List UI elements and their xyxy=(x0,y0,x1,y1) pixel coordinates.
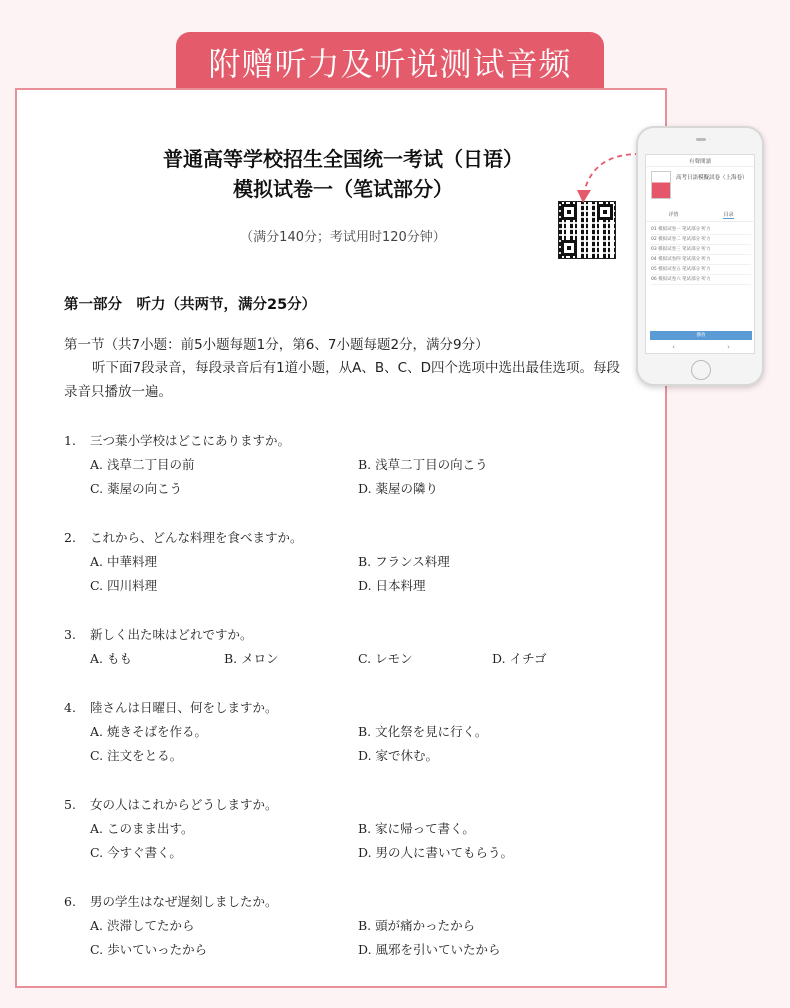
question-6 xyxy=(64,891,624,959)
question-1 xyxy=(64,430,624,498)
question-number: 2. xyxy=(64,529,76,545)
question-stem: 陸さんは日曜日、何をしますか。 xyxy=(90,700,278,715)
option-c: C. 今すぐ書く。 xyxy=(90,845,182,860)
question-2 xyxy=(64,527,624,595)
option-b: B. 浅草二丁目の向こう xyxy=(358,457,488,472)
question-5 xyxy=(64,794,624,862)
option-c: C. 四川料理 xyxy=(90,578,158,593)
screen-nav xyxy=(646,343,756,351)
qr-finder xyxy=(561,240,577,256)
option-d: D. 薬屋の隣り xyxy=(358,481,439,496)
question-3 xyxy=(64,624,624,668)
question-4 xyxy=(64,697,624,765)
screen-tabs xyxy=(646,211,756,222)
phone-mockup xyxy=(636,126,764,386)
option-d: D. イチゴ xyxy=(492,651,547,666)
exam-title-line1: 普通高等学校招生全国统一考试（日语） xyxy=(163,147,523,171)
option-b: B. メロン xyxy=(224,651,279,666)
option-b: B. 頭が痛かったから xyxy=(358,918,476,933)
option-b: B. 文化祭を見に行く。 xyxy=(358,724,488,739)
question-stem: 新しく出た味はどれですか。 xyxy=(90,627,253,642)
qr-finder xyxy=(597,204,613,220)
option-c: C. レモン xyxy=(358,651,413,666)
list-item[interactable]: 03 模拟试卷三 笔试部分 听力 xyxy=(651,245,751,255)
section-title: 第一节（共7小题：前5小题每题1分，第6、7小题每题2分，满分9分） xyxy=(64,337,489,353)
book-cover xyxy=(651,171,671,199)
list-item[interactable]: 06 模拟试卷六 笔试部分 听力 xyxy=(651,275,751,285)
question-number: 1. xyxy=(64,432,76,448)
tab-contents[interactable]: 目录 xyxy=(723,212,734,218)
question-stem: 三つ葉小学校はどこにありますか。 xyxy=(90,433,291,448)
list-item[interactable]: 01 模拟试卷一 笔试部分 听力 xyxy=(651,225,751,235)
forward-icon[interactable]: › xyxy=(727,343,730,351)
option-a: A. 浅草二丁目の前 xyxy=(90,457,195,472)
exam-title-line2: 模拟试卷一（笔试部分） xyxy=(233,177,453,201)
exam-title xyxy=(17,144,669,204)
tab-details[interactable]: 详情 xyxy=(668,212,679,218)
qr-code[interactable] xyxy=(558,201,616,259)
qr-finder xyxy=(561,204,577,220)
part-title: 第一部分 听力（共两节，满分25分） xyxy=(64,297,317,313)
option-d: D. 男の人に書いてもらう。 xyxy=(358,845,514,860)
question-stem: これから、どんな料理を食べますか。 xyxy=(90,530,303,545)
dashed-arrow-icon xyxy=(574,148,642,204)
phone-camera xyxy=(696,138,706,141)
option-a: A. このまま出す。 xyxy=(90,821,194,836)
screen-header: 有聲閱讀 xyxy=(646,155,754,167)
option-d: D. 家で休む。 xyxy=(358,748,439,763)
question-number: 6. xyxy=(64,893,76,909)
option-a: A. 焼きそばを作る。 xyxy=(90,724,207,739)
question-number: 4. xyxy=(64,699,76,715)
track-list xyxy=(651,225,751,285)
option-d: D. 日本料理 xyxy=(358,578,426,593)
banner-title: 附赠听力及听说测试音频 xyxy=(176,32,604,92)
list-item[interactable]: 04 模拟试卷四 笔试部分 听力 xyxy=(651,255,751,265)
question-stem: 男の学生はなぜ遅刻しましたか。 xyxy=(90,894,278,909)
option-b: B. 家に帰って書く。 xyxy=(358,821,475,836)
option-c: C. 薬屋の向こう xyxy=(90,481,183,496)
back-icon[interactable]: ‹ xyxy=(672,343,675,351)
instruction-text: 听下面7段录音，每段录音后有1道小题，从A、B、C、D四个选项中选出最佳选项。每段录音只播放一遍。 xyxy=(64,360,620,400)
question-number: 3. xyxy=(64,626,76,642)
option-c: C. 注文をとる。 xyxy=(90,748,183,763)
option-a: A. もも xyxy=(90,651,132,666)
option-d: D. 風邪を引いていたから xyxy=(358,942,501,957)
exam-subtitle: （满分140分；考试用时120分钟） xyxy=(240,230,446,245)
list-item[interactable]: 02 模拟试卷二 笔试部分 听力 xyxy=(651,235,751,245)
phone-screen xyxy=(645,154,755,354)
option-a: A. 渋滞してたから xyxy=(90,918,195,933)
play-button[interactable]: 播放 xyxy=(650,331,752,340)
option-c: C. 歩いていったから xyxy=(90,942,208,957)
book-title: 高考日語模擬試卷（上海卷） xyxy=(676,175,748,181)
list-item[interactable]: 05 模拟试卷五 笔试部分 听力 xyxy=(651,265,751,275)
option-b: B. フランス料理 xyxy=(358,554,450,569)
question-number: 5. xyxy=(64,796,76,812)
option-a: A. 中華料理 xyxy=(90,554,157,569)
question-stem: 女の人はこれからどうしますか。 xyxy=(90,797,278,812)
home-button[interactable] xyxy=(691,360,711,380)
